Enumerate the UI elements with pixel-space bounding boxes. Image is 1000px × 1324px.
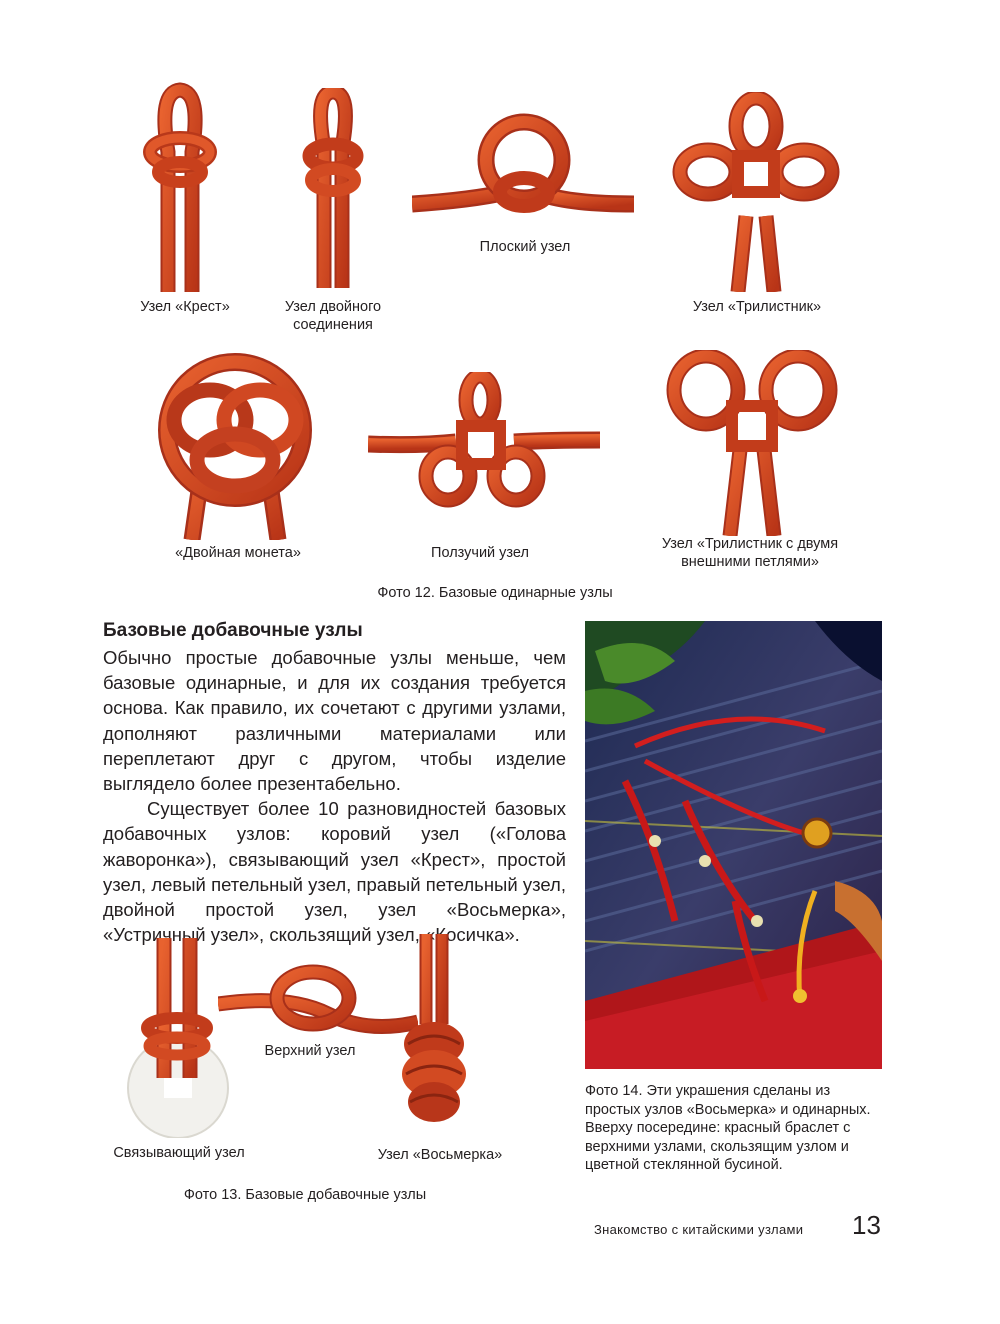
double-coin-knot-label: «Двойная монета» (175, 545, 301, 561)
section-heading: Базовые добавочные узлы (103, 620, 363, 641)
trefoil-knot-label: Узел «Трилистник» (692, 299, 822, 315)
paragraph-2: Существует более 10 разновидностей базовых добавочных узлов: коровий узел («Голова жаворонка»), связывающий узел «Крест», простой узел, левый петельный узел, правый петельный узел, двойной простой узел, узел «Восьмерка», «Устричный узел», скользящий узел, «Косичка». (103, 798, 566, 946)
overhand-knot-label: Верхний узел (264, 1043, 356, 1059)
double-coin-knot-image (150, 350, 320, 540)
cross-knot-image (140, 82, 220, 292)
double-connection-knot-image (298, 88, 368, 288)
trefoil-two-loops-knot-label: Узел «Трилистник с двумя внешними петлями» (661, 536, 839, 570)
jewelry-photo (585, 621, 882, 1069)
creeping-knot-image (368, 372, 600, 514)
double-connection-knot-label: Узел двойного соединения (284, 299, 382, 333)
photo14-caption: Фото 14. Эти украшения сделаны из простых узлов «Восьмерка» и одинарных. Вверху посередине: красный браслет с верхними узлами, скользящим узлом и цветной стеклянной бусиной. (585, 1083, 871, 1173)
running-footer: Знакомство с китайскими узлами (594, 1222, 804, 1237)
photo12-caption: Фото 12. Базовые одинарные узлы (377, 585, 613, 601)
trefoil-two-loops-knot-image (664, 350, 840, 536)
binding-knot-label: Связывающий узел (113, 1145, 245, 1161)
section-body (103, 645, 566, 947)
overhand-knot-image (218, 964, 418, 1044)
creeping-knot-label: Ползучий узел (431, 545, 529, 561)
cross-knot-label: Узел «Крест» (140, 299, 230, 315)
photo13-caption: Фото 13. Базовые добавочные узлы (183, 1187, 427, 1203)
page-number: 13 (852, 1210, 881, 1240)
trefoil-knot-image (672, 92, 840, 292)
figure-eight-knot-image (398, 934, 470, 1134)
flat-knot-image (412, 112, 634, 222)
figure-eight-knot-label: Узел «Восьмерка» (377, 1147, 503, 1163)
paragraph-1: Обычно простые добавочные узлы меньше, чем базовые одинарные, и для их создания требуется основа. Как правило, их сочетают с другими узлами, дополняют различными материалами или переплетают друг с другом, чтобы изделие выглядело более презентабельно. (103, 647, 566, 795)
flat-knot-label: Плоский узел (479, 239, 571, 255)
